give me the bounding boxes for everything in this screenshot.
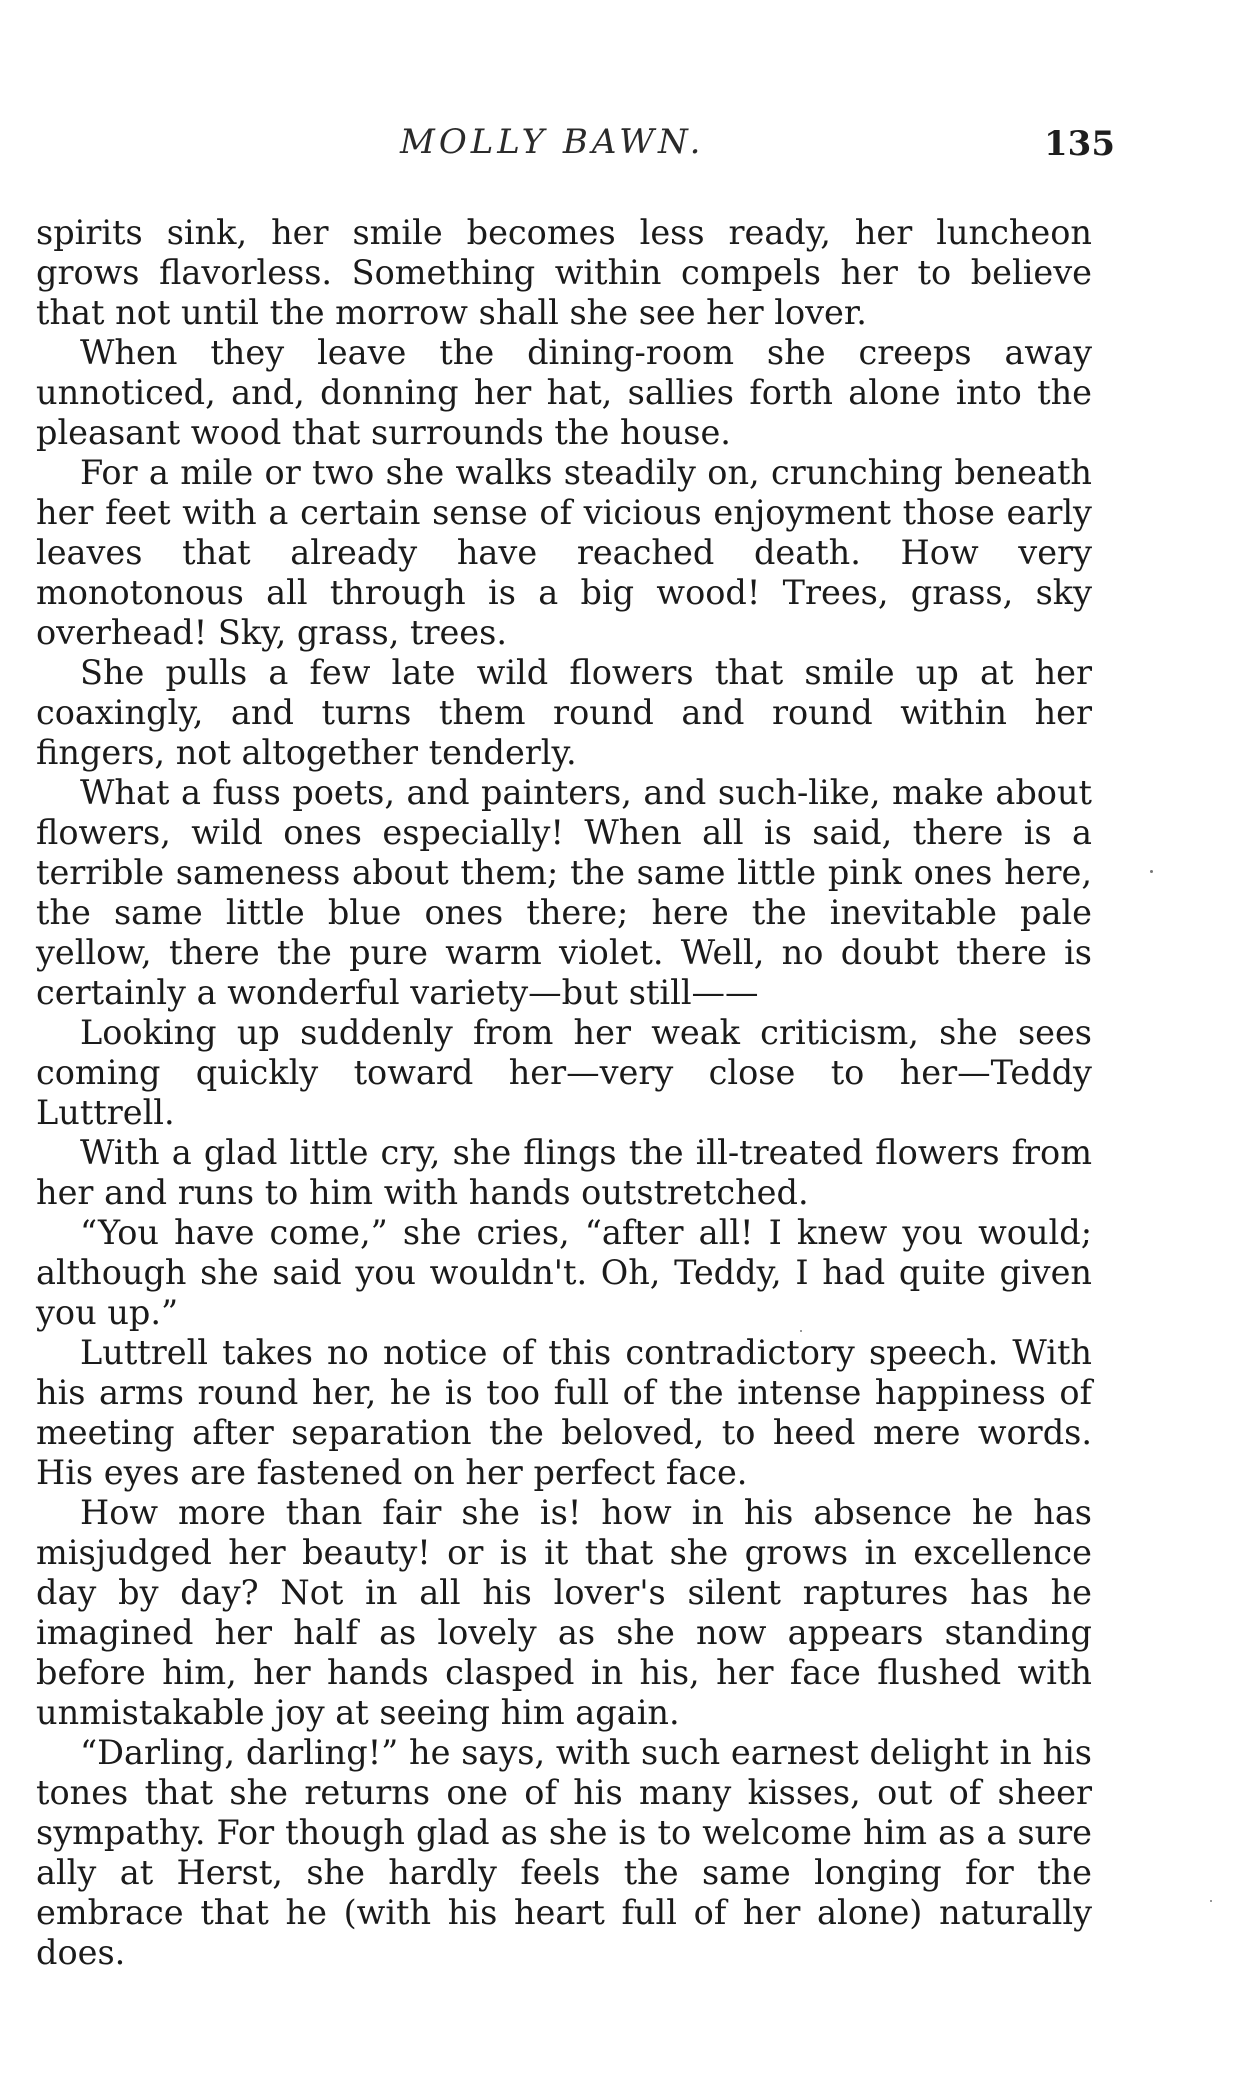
paragraph: Luttrell takes no notice of this contradictory speech. With his arms round her, he is too full of the intense happiness of meeting after separation the beloved, to heed mere words. His eyes are fastened on her perfect face. (36, 1333, 1092, 1492)
paragraph: spirits sink, her smile becomes less ready, her luncheon grows flavorless. Something within compels her to believe that not until the morrow shall she see her lover. (36, 213, 1092, 332)
paper-speck (1150, 870, 1153, 873)
paragraph: Looking up suddenly from her weak criticism, she sees coming quickly toward her—very close to her—Teddy Luttrell. (36, 1013, 1092, 1132)
paragraph: How more than fair she is! how in his absence he has misjudged her beauty! or is it that she grows in excellence day by day? Not in all his lover's silent raptures has he imagined her half as lovely as she now appears standing before him, her hands clasped in his, her face flushed with unmistakable joy at seeing him again. (36, 1493, 1092, 1732)
running-title: MOLLY BAWN. (400, 122, 705, 162)
paper-speck (1210, 1900, 1212, 1902)
page-header (0, 122, 1258, 172)
body-text (36, 213, 1092, 1973)
paragraph: For a mile or two she walks steadily on, crunching beneath her feet with a certain sense of vicious enjoyment those early leaves that already have reached death. How very monotonous all through is a big wood! Trees, grass, sky overhead! Sky, grass, trees. (36, 453, 1092, 652)
paragraph: When they leave the dining-room she creeps away unnoticed, and, donning her hat, sallies forth alone into the pleasant wood that surrounds the house. (36, 333, 1092, 452)
paragraph: “Darling, darling!” he says, with such earnest delight in his tones that she returns one of his many kisses, out of sheer sympathy. For though glad as she is to welcome him as a sure ally at Herst, she hardly feels the same longing for the embrace that he (with his heart full of her alone) naturally does. (36, 1733, 1092, 1972)
paragraph: What a fuss poets, and painters, and such-like, make about flowers, wild ones especially! When all is said, there is a terrible sameness about them; the same little pink ones here, the same little blue ones there; here the inevitable pale yellow, there the pure warm violet. Well, no doubt there is certainly a wonderful variety—but still—— (36, 773, 1092, 1012)
paragraph: “You have come,” she cries, “after all! I knew you would; although she said you wouldn't. Oh, Teddy, I had quite given you up.” (36, 1213, 1092, 1332)
paragraph: She pulls a few late wild flowers that smile up at her coaxingly, and turns them round and round within her fingers, not altogether tenderly. (36, 653, 1092, 772)
paragraph: With a glad little cry, she flings the ill-treated flowers from her and runs to him with hands outstretched. (36, 1133, 1092, 1212)
paper-speck (800, 1330, 802, 1332)
page-number: 135 (1044, 124, 1115, 164)
